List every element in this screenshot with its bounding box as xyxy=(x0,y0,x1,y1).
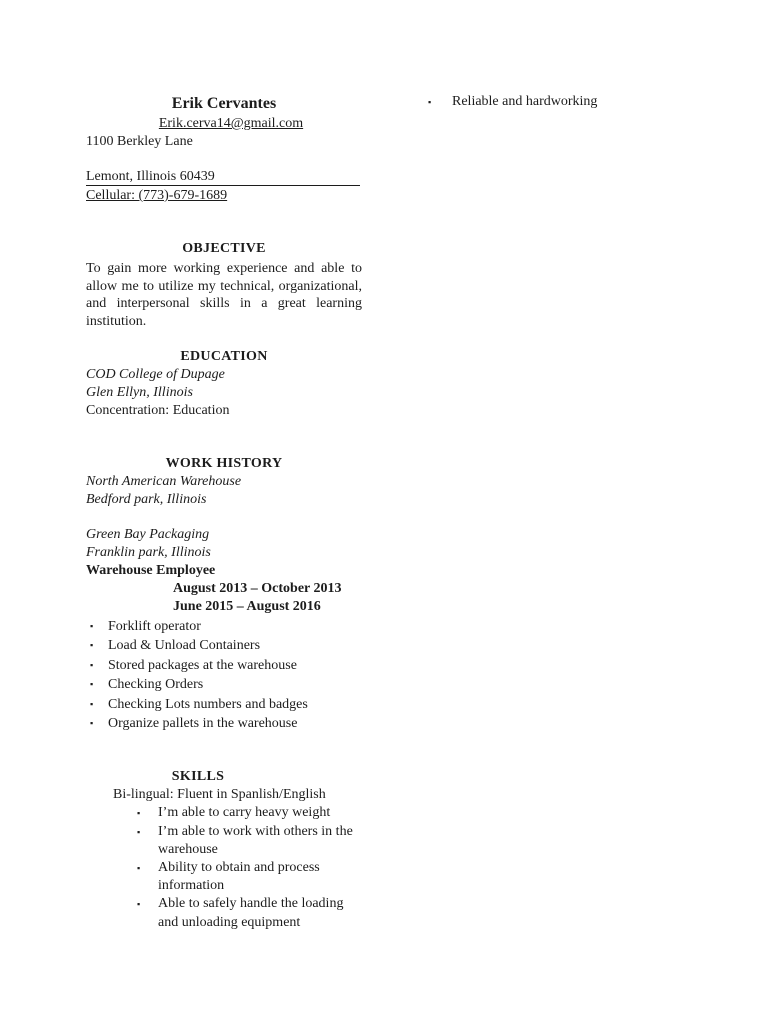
list-item: ▪ Forklift operator xyxy=(86,617,362,636)
street-address: 1100 Berkley Lane xyxy=(86,134,193,149)
bullet-icon: ▪ xyxy=(90,718,94,729)
bullet-icon: ▪ xyxy=(137,808,141,819)
bullet-icon: ▪ xyxy=(137,899,141,910)
extra-skills-list xyxy=(428,93,728,111)
list-item: ▪ I’m able to carry heavy weight xyxy=(135,804,365,822)
list-item: ▪ Ability to obtain and process information xyxy=(137,860,320,894)
list-item: ▪ Checking Lots numbers and badges xyxy=(86,695,362,714)
dates-2: June 2015 – August 2016 xyxy=(173,599,321,614)
list-item: ▪ Able to safely handle the loading and unloading equipment xyxy=(137,896,344,930)
school-location: Glen Ellyn, Illinois xyxy=(86,385,193,400)
bullet-icon: ▪ xyxy=(137,863,141,874)
skills-list xyxy=(135,804,365,931)
bullet-icon: ▪ xyxy=(428,97,432,107)
employer-1-location: Bedford park, Illinois xyxy=(86,492,207,507)
education-heading: EDUCATION xyxy=(180,349,268,364)
employer-2: Green Bay Packaging xyxy=(86,527,210,542)
bullet-icon: ▪ xyxy=(90,659,94,670)
email-link[interactable]: Erik.cerva14@gmail.com xyxy=(158,116,304,131)
right-column xyxy=(428,93,728,111)
concentration: Concentration: Education xyxy=(86,403,230,418)
school-name: COD College of Dupage xyxy=(86,367,225,382)
languages: Bi-lingual: Fluent in Spanlish/English xyxy=(113,787,326,803)
objective-heading: OBJECTIVE xyxy=(182,241,266,256)
dates-1: August 2013 – October 2013 xyxy=(173,581,342,596)
list-item: ▪ Load & Unload Containers xyxy=(86,636,362,655)
list-item: ▪ Stored packages at the warehouse xyxy=(86,656,362,675)
skills-heading: SKILLS xyxy=(171,769,225,785)
bullet-icon: ▪ xyxy=(90,640,94,651)
bullet-icon: ▪ xyxy=(90,679,94,690)
city-state-zip: Lemont, Illinois 60439 xyxy=(86,168,360,186)
bullet-icon: ▪ xyxy=(90,698,94,709)
candidate-name: Erik Cervantes xyxy=(171,95,277,112)
list-item: ▪ Checking Orders xyxy=(86,675,362,694)
work-history-heading: WORK HISTORY xyxy=(165,456,283,471)
left-column xyxy=(86,93,362,932)
objective-text: To gain more working experience and able to allow me to utilize my technical, organizational, and interpersonal skills in a great learning institution. xyxy=(86,261,362,329)
bullet-icon: ▪ xyxy=(90,621,94,631)
list-item: ▪ I’m able to work with others in the warehouse xyxy=(137,823,353,857)
employer-1: North American Warehouse xyxy=(86,474,242,489)
duties-list xyxy=(86,617,362,733)
phone-number: Cellular: (773)-679-1689 xyxy=(86,188,228,203)
job-title: Warehouse Employee xyxy=(86,563,216,578)
list-item: ▪ Reliable and hardworking xyxy=(428,94,598,109)
employer-2-location: Franklin park, Illinois xyxy=(86,545,211,560)
list-item: ▪ Organize pallets in the warehouse xyxy=(86,714,362,733)
bullet-icon: ▪ xyxy=(137,826,141,837)
